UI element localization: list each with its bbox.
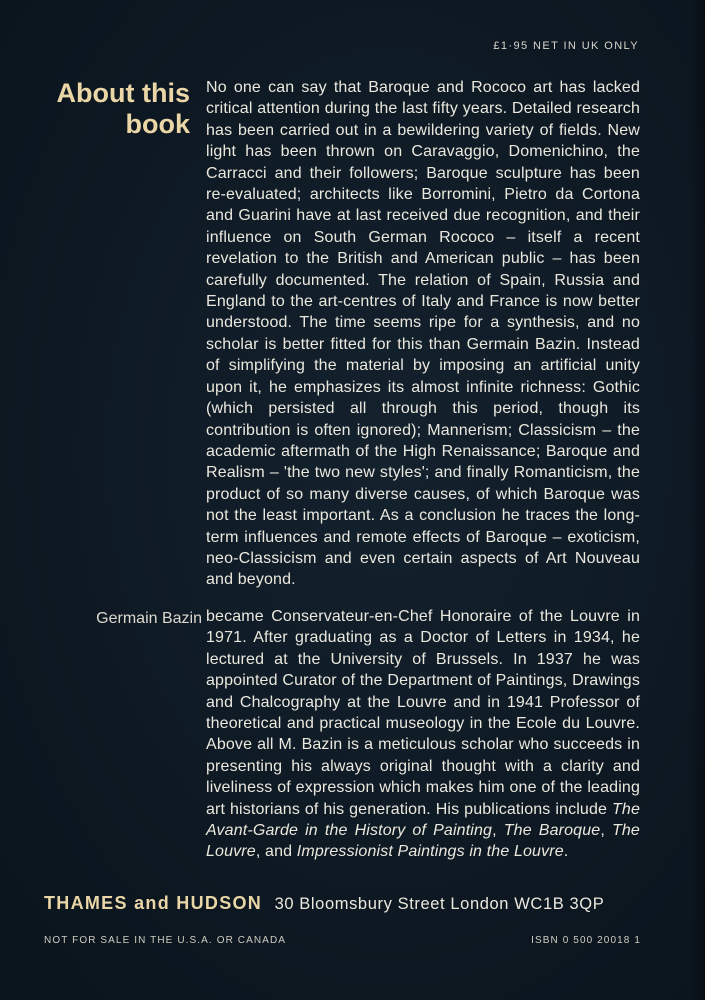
publisher-name: THAMES and HUDSON: [44, 893, 263, 913]
price-label: £1·95 NET IN UK ONLY: [493, 40, 639, 52]
publication-title: Impressionist Paintings in the Louvre: [296, 843, 564, 861]
sale-restriction: NOT FOR SALE IN THE U.S.A. OR CANADA: [44, 935, 287, 946]
separator: ,: [600, 822, 612, 840]
about-heading: About this book: [56, 78, 190, 139]
author-name: Germain Bazin: [96, 610, 202, 627]
separator: , and: [255, 843, 297, 861]
author-biography: [206, 606, 640, 863]
separator: ,: [492, 822, 504, 840]
publication-title: The Baroque: [503, 822, 601, 840]
about-description: No one can say that Baroque and Rococo art has lacked critical attention during the last fifty years. Detailed research has been carried out in a bewildering variety of fields. New light has been thrown on Caravaggio, Domenichino, the Carracci and their followers; Baroque sculpture has been re-evaluated; architects like Borromini, Pietro da Cortona and Guarini have at last received due recognition, and their influence on South German Rococo – itself a recent revelation to the British and American public – has been carefully documented. The relation of Spain, Russia and England to the art-centres of Italy and France is now better understood. The time seems ripe for a synthesis, and no scholar is better fitted for this than Germain Bazin. Instead of simplifying the material by imposing an artificial unity upon it, he emphasizes its almost infinite richness: Gothic (which persisted all through this period, though its contribution is often ignored); Mannerism; Classicism – the academic aftermath of the High Renaissance; Baroque and Realism – 'the two new styles'; and finally Romanticism, the product of so many diverse causes, of which Baroque was not the least important. As a conclusion he traces the long-term influences and remote effects of Baroque – exoticism, neo-Classicism and even certain aspects of Art Nouveau and beyond.: [206, 79, 640, 589]
isbn-label: ISBN 0 500 20018 1: [531, 935, 641, 946]
sentence-end: .: [563, 843, 569, 861]
publisher-address: 30 Bloomsbury Street London WC1B 3QP: [274, 895, 605, 913]
publication-title: The Louvre: [206, 822, 640, 861]
author-bio-text: became Conservateur-en-Chef Honoraire of the Louvre in 1971. After graduating as a Doctor of Letters in 1934, he lectured at the University of Brussels. In 1937 he was appointed Curator of the Department of Paintings, Drawings and Chalcography at the Louvre and in 1941 Professor of theoretical and practical museology in the Ecole du Louvre. Above all M. Bazin is a meticulous scholar who succeeds in presenting his always original thought with a clarity and liveliness of expression which makes him one of the leading art historians of his generation. His publications include: [206, 608, 640, 818]
page-edge-shadow: [691, 0, 705, 1000]
publication-title: The Avant-Garde in the History of Painting: [206, 800, 640, 840]
publisher-line: [44, 893, 644, 914]
